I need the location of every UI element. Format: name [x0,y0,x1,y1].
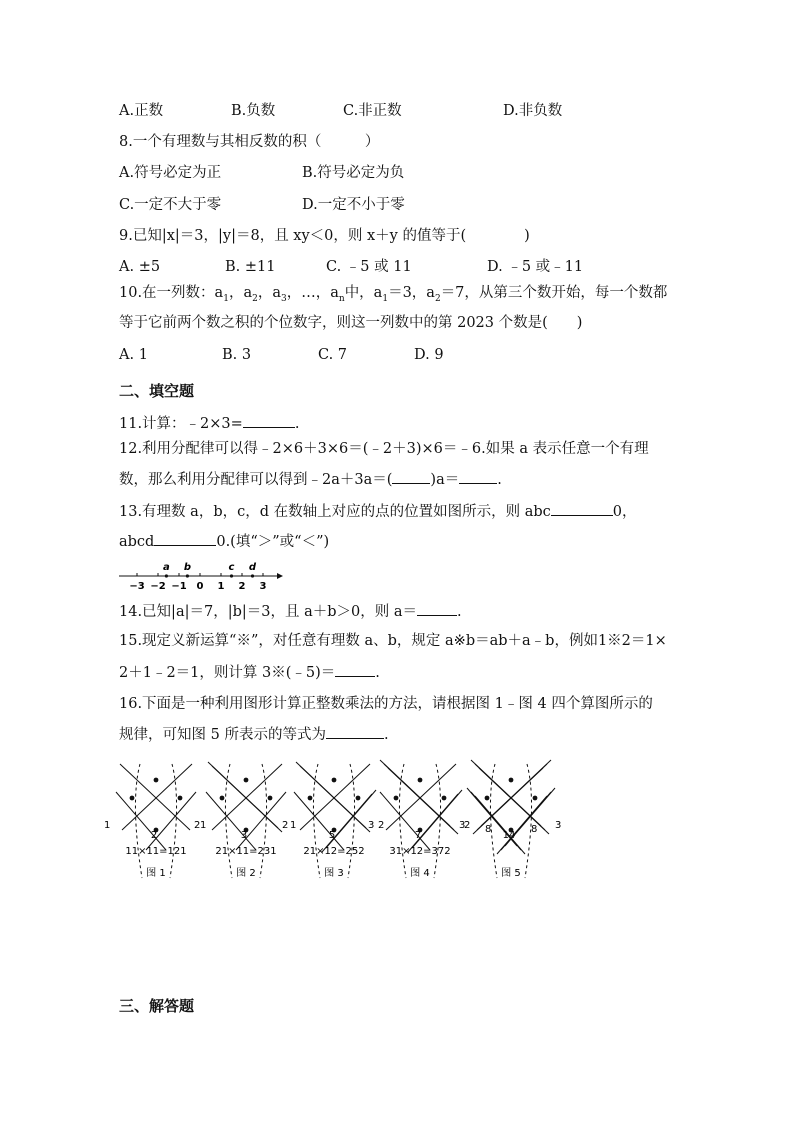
q13-line1: 13.有理数 a，b，c，d 在数轴上对应的点的位置如图所示，则 abc 0， [119,501,637,522]
figure-digit-left: 2 [282,820,289,831]
figure-digit-middle: 5 [328,830,336,841]
figure-digit-middle: 14 [502,830,516,841]
q13-blank-1[interactable] [551,501,613,516]
figure-intersection-dot [418,778,423,783]
figure-digit-right: 3 [555,820,562,831]
figure-equation: 31×12=372 [389,846,451,857]
q8-stem: 8.一个有理数与其相反数的积（ ） [119,134,380,150]
figure-intersection-dot [220,796,225,801]
figure-digit-middle: 3 [240,830,248,841]
q16-answer-blank[interactable] [326,724,384,739]
q7-option-b: B.负数 [231,103,276,119]
figure-digit-left: 3 [459,820,466,831]
section-heading-answers: 三、解答题 [119,997,195,1015]
figure-caption: 图 5 [501,868,521,879]
q9-option-a: A. ±5 [119,259,161,275]
q15-line2: 2＋1﹣2＝1，则计算 3※(﹣5)＝ . [119,662,380,683]
figure-intersection-dot [356,796,361,801]
figure-caption: 图 3 [324,868,344,879]
q12-line2: 数，那么利用分配律可以得到﹣2a＋3a＝( )a＝ . [119,469,502,490]
figure-intersection-dot [244,778,249,783]
number-line-point-label: d [248,562,257,573]
figure-digit-right: 2 [378,820,385,831]
q8-option-c: C.一定不大于零 [119,197,222,213]
figure-equation: 21×12=252 [303,846,365,857]
number-line-figure [117,560,287,592]
multiplication-figure [459,760,561,879]
q7-option-c: C.非正数 [343,103,402,119]
figure-equation: 21×11=231 [215,846,277,857]
q7-option-d: D.非负数 [503,103,563,119]
q8-option-a: A.符号必定为正 [119,165,222,181]
figure-caption: 图 4 [410,868,430,879]
multiplication-figures [104,758,570,886]
figure-intersection-dot [485,796,490,801]
number-line-tick-label: −1 [171,581,187,592]
figure-intersection-dot [394,796,399,801]
q10-stem-line1: 10.在一列数：$a_1$，$a_2$，$a_3$，…，$a_n$中，$a_1=3$，$a_2=7$，从第三个数开始，每一个数都 [119,285,668,304]
number-line-tick-label: 1 [217,581,225,592]
q16-line1: 16.下面是一种利用图形计算正整数乘法的方法，请根据图 1﹣图 4 四个算图所示的 [119,696,653,712]
figure-digit-middle: 2 [150,830,158,841]
q14-answer-blank[interactable] [417,601,457,616]
figure-digit-extra: 8 [531,824,538,835]
figure-intersection-dot [154,778,159,783]
q14: 14.已知|a|＝7，|b|＝3，且 a＋b＞0，则 a＝ . [119,601,462,622]
number-line-point-label: b [183,562,191,573]
figure-intersection-dot [332,778,337,783]
q13-line2: abcd 0.(填“＞”或“＜”) [119,531,329,552]
section-heading-fill-blank: 二、填空题 [119,382,195,400]
figure-intersection-dot [178,796,183,801]
q10-option-c: C. 7 [318,347,348,363]
q12-line1: 12.利用分配律可以得﹣2×6＋3×6＝(﹣2＋3)×6＝﹣6.如果 a 表示任意一个有理 [119,441,649,457]
q16-line2: 规律，可知图 5 所表示的等式为 . [119,724,389,745]
figure-digit-right: 2 [464,820,471,831]
q8-option-d: D.一定不小于零 [302,197,405,213]
figure-line [388,768,458,834]
figure-digit-extra: 8 [485,824,492,835]
q9-stem: 9.已知|x|＝3，|y|＝8，且 xy＜0，则 x＋y 的值等于( ) [119,228,530,244]
q7-option-a: A.正数 [119,103,164,119]
q12-blank-1[interactable] [392,469,430,484]
q13-blank-2[interactable] [154,531,216,546]
figure-digit-right: 1 [200,820,207,831]
figure-digit-right: 1 [290,820,297,831]
number-line-point-label: a [163,562,170,573]
q9-option-d: D. ﹣5 或﹣11 [487,259,584,275]
figure-intersection-dot [130,796,135,801]
q8-option-b: B.符号必定为负 [302,165,405,181]
figure-digit-middle: 7 [414,830,422,841]
number-line-tick-label: −3 [129,581,145,592]
number-line-point [251,574,254,577]
q9-option-c: C. ﹣5 或 11 [326,259,412,275]
q11-answer-blank[interactable] [243,413,295,428]
q10-option-b: B. 3 [222,347,252,363]
number-line-tick-label: −2 [150,581,166,592]
q12-blank-2[interactable] [459,469,497,484]
figure-equation: 11×11=121 [125,846,187,857]
number-line-arrow [277,573,283,579]
q9-option-b: B. ±11 [225,259,276,275]
figure-intersection-dot [308,796,313,801]
q11: 11.计算：﹣2×3= . [119,413,299,434]
number-line-tick-label: 0 [196,581,204,592]
q15-answer-blank[interactable] [335,662,375,677]
number-line-tick-label: 3 [259,581,267,592]
number-line-point [230,574,233,577]
q15-line1: 15.现定义新运算“※”，对任意有理数 a、b，规定 a※b＝ab＋a﹣b，例如1※2＝1× [119,633,667,649]
figure-intersection-dot [509,778,514,783]
number-line-tick-label: 2 [238,581,246,592]
figure-intersection-dot [268,796,273,801]
figure-intersection-dot [442,796,447,801]
figure-intersection-dot [533,796,538,801]
number-line-point [165,574,168,577]
figure-digit-left: 2 [194,820,201,831]
figure-digit-left: 1 [104,820,111,831]
figure-caption: 图 2 [236,868,256,879]
q10-option-d: D. 9 [414,347,444,363]
q10-stem-line2: 等于它前两个数之积的个位数字，则这一列数中的第 2023 个数是( ) [119,315,583,331]
q10-option-a: A. 1 [119,347,148,363]
multiplication-figure [104,764,206,879]
figure-digit-left: 3 [368,820,375,831]
figure-caption: 图 1 [146,868,166,879]
number-line-point [186,574,189,577]
number-line-point-label: c [228,562,235,573]
